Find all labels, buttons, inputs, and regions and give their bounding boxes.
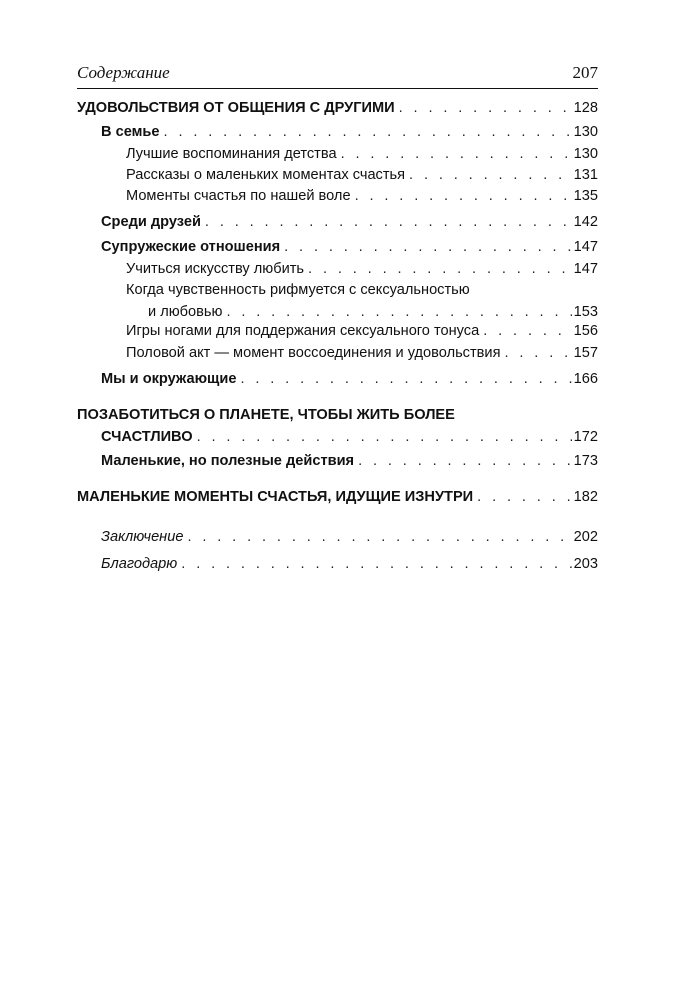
- toc-entry-page: 182: [573, 489, 598, 505]
- toc-entry[interactable]: [126, 143, 598, 165]
- toc-entry-page: 173: [573, 453, 598, 469]
- toc-entry[interactable]: [101, 553, 598, 575]
- toc-entry-page: 128: [573, 100, 598, 116]
- page-number: 207: [572, 63, 598, 82]
- toc-entry-page: 131: [573, 167, 598, 183]
- toc-entry-label: Мы и окружающие: [101, 371, 237, 387]
- toc-entry[interactable]: [126, 342, 598, 364]
- toc-entry[interactable]: [77, 486, 598, 508]
- toc-entry-page: 142: [573, 214, 598, 230]
- toc-entry[interactable]: [126, 320, 598, 342]
- toc-entry-page: 135: [573, 188, 598, 204]
- dot-leader: [304, 258, 572, 280]
- toc-entry[interactable]: [126, 279, 598, 323]
- dot-leader: [395, 97, 572, 119]
- toc-entry-label: Супружеские отношения: [101, 239, 281, 255]
- dot-leader: [193, 426, 572, 448]
- dot-leader: [236, 368, 571, 390]
- toc-entry-label-line1: ПОЗАБОТИТЬСЯ О ПЛАНЕТЕ, ЧТОБЫ ЖИТЬ БОЛЕЕ: [77, 407, 455, 423]
- toc-entry[interactable]: [101, 236, 598, 258]
- toc-entry-page: 203: [573, 556, 598, 572]
- toc-entry-label: Среди друзей: [101, 214, 201, 230]
- toc-entry[interactable]: [126, 258, 598, 280]
- toc-entry-page: 147: [573, 239, 598, 255]
- toc-entry-label: Рассказы о маленьких моментах счастья: [126, 167, 406, 183]
- dot-leader: [479, 320, 571, 342]
- toc-entry-page: 147: [573, 261, 598, 277]
- dot-leader: [280, 236, 572, 258]
- dot-leader: [500, 342, 571, 364]
- toc-entry[interactable]: [101, 121, 598, 143]
- toc-entry[interactable]: [126, 164, 598, 186]
- dot-leader: [354, 450, 572, 472]
- toc-entry-page: 166: [573, 371, 598, 387]
- toc-entry-label-line2: СЧАСТЛИВО: [101, 429, 193, 445]
- running-head: [77, 62, 598, 84]
- toc-entry-label: Маленькие, но полезные действия: [101, 453, 355, 469]
- toc-entry-page: 130: [573, 146, 598, 162]
- toc-entry-label: Моменты счастья по нашей воле: [126, 188, 351, 204]
- dot-leader: [351, 185, 572, 207]
- toc-entry-label: МАЛЕНЬКИЕ МОМЕНТЫ СЧАСТЬЯ, ИДУЩИЕ ИЗНУТРИ: [77, 489, 474, 505]
- dot-leader: [183, 526, 571, 548]
- header-rule: [77, 88, 598, 89]
- toc-entry[interactable]: [101, 526, 598, 548]
- dot-leader: [201, 211, 572, 233]
- toc-entry-label: Учиться искусству любить: [126, 261, 305, 277]
- toc-entry-label-line2: и любовью: [148, 304, 223, 320]
- toc-entry[interactable]: [77, 404, 598, 448]
- toc-entry[interactable]: [77, 97, 598, 119]
- toc-entry-page: 172: [573, 429, 598, 445]
- toc-entry-page: 156: [573, 323, 598, 339]
- toc-entry-page: 130: [573, 124, 598, 140]
- toc-entry-label: Половой акт — момент воссоединения и удовольствия: [126, 345, 501, 361]
- dot-leader: [177, 553, 571, 575]
- toc-entry-label: Благодарю: [101, 556, 178, 572]
- toc-entry[interactable]: [101, 450, 598, 472]
- dot-leader: [473, 486, 571, 508]
- toc-entry-page: 153: [573, 304, 598, 320]
- toc-entry-label: УДОВОЛЬСТВИЯ ОТ ОБЩЕНИЯ С ДРУГИМИ: [77, 100, 395, 116]
- toc-entry-label: Заключение: [101, 529, 184, 545]
- dot-leader: [160, 121, 572, 143]
- toc-entry-label: В семье: [101, 124, 160, 140]
- toc-entry-page: 157: [573, 345, 598, 361]
- toc-entry[interactable]: [101, 368, 598, 390]
- dot-leader: [337, 143, 572, 165]
- toc-entry-page: 202: [573, 529, 598, 545]
- toc-entry[interactable]: [126, 185, 598, 207]
- toc-entry[interactable]: [101, 211, 598, 233]
- toc-entry-label: Игры ногами для поддержания сексуального тонуса: [126, 323, 480, 339]
- running-head-title: Содержание: [77, 63, 170, 82]
- toc-entry-label: Лучшие воспоминания детства: [126, 146, 337, 162]
- toc-entry-label-line1: Когда чувственность рифмуется с сексуальностью: [126, 282, 470, 298]
- dot-leader: [405, 164, 572, 186]
